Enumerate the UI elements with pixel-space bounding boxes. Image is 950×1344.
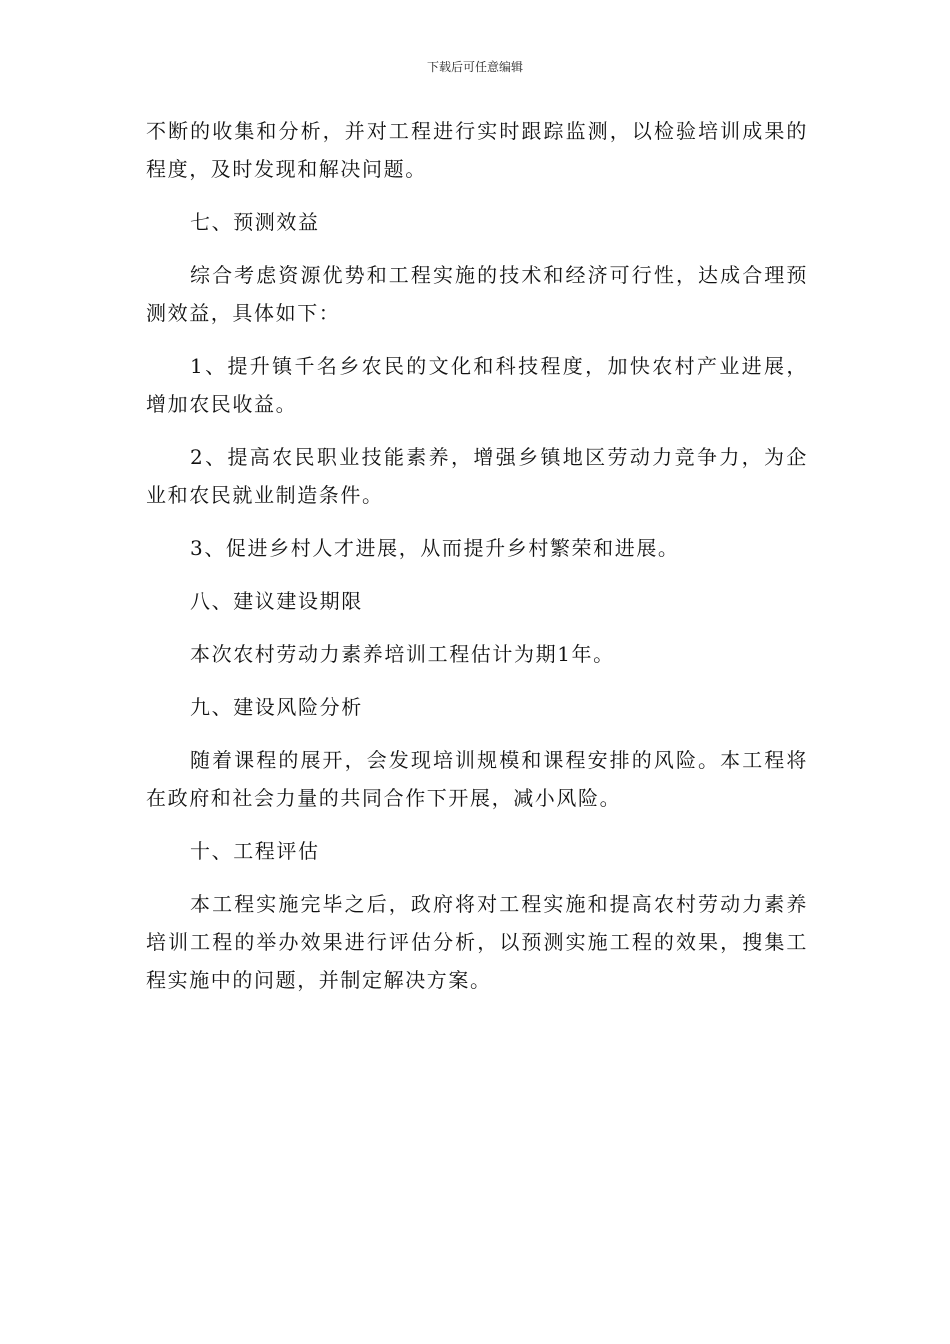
list-item: 1、提升镇千名乡农民的文化和科技程度，加快农村产业进展，增加农民收益。	[146, 354, 808, 416]
header-note: 下载后可任意编辑	[426, 60, 523, 74]
section-heading: 九、建设风险分析	[190, 695, 363, 719]
paragraph: 本次农村劳动力素养培训工程估计为期1年。	[190, 642, 615, 666]
section-heading: 八、建议建设期限	[190, 589, 363, 613]
list-item: 3、促进乡村人才进展，从而提升乡村繁荣和进展。	[190, 536, 680, 560]
section-heading: 七、预测效益	[190, 210, 320, 234]
paragraph: 随着课程的展开，会发现培训规模和课程安排的风险。本工程将在政府和社会力量的共同合作下开展，减小风险。	[146, 748, 808, 810]
list-item: 2、提高农民职业技能素养，增强乡镇地区劳动力竞争力，为企业和农民就业制造条件。	[146, 445, 808, 507]
paragraph: 本工程实施完毕之后，政府将对工程实施和提高农村劳动力素养培训工程的举办效果进行评估分析，以预测实施工程的效果，搜集工程实施中的问题，并制定解决方案。	[146, 892, 808, 992]
paragraph: 不断的收集和分析，并对工程进行实时跟踪监测，以检验培训成果的程度，及时发现和解决问题。	[146, 119, 808, 181]
document-body	[146, 112, 808, 1014]
section-heading: 十、工程评估	[190, 839, 320, 863]
paragraph: 综合考虑资源优势和工程实施的技术和经济可行性，达成合理预测效益，具体如下：	[146, 263, 808, 325]
